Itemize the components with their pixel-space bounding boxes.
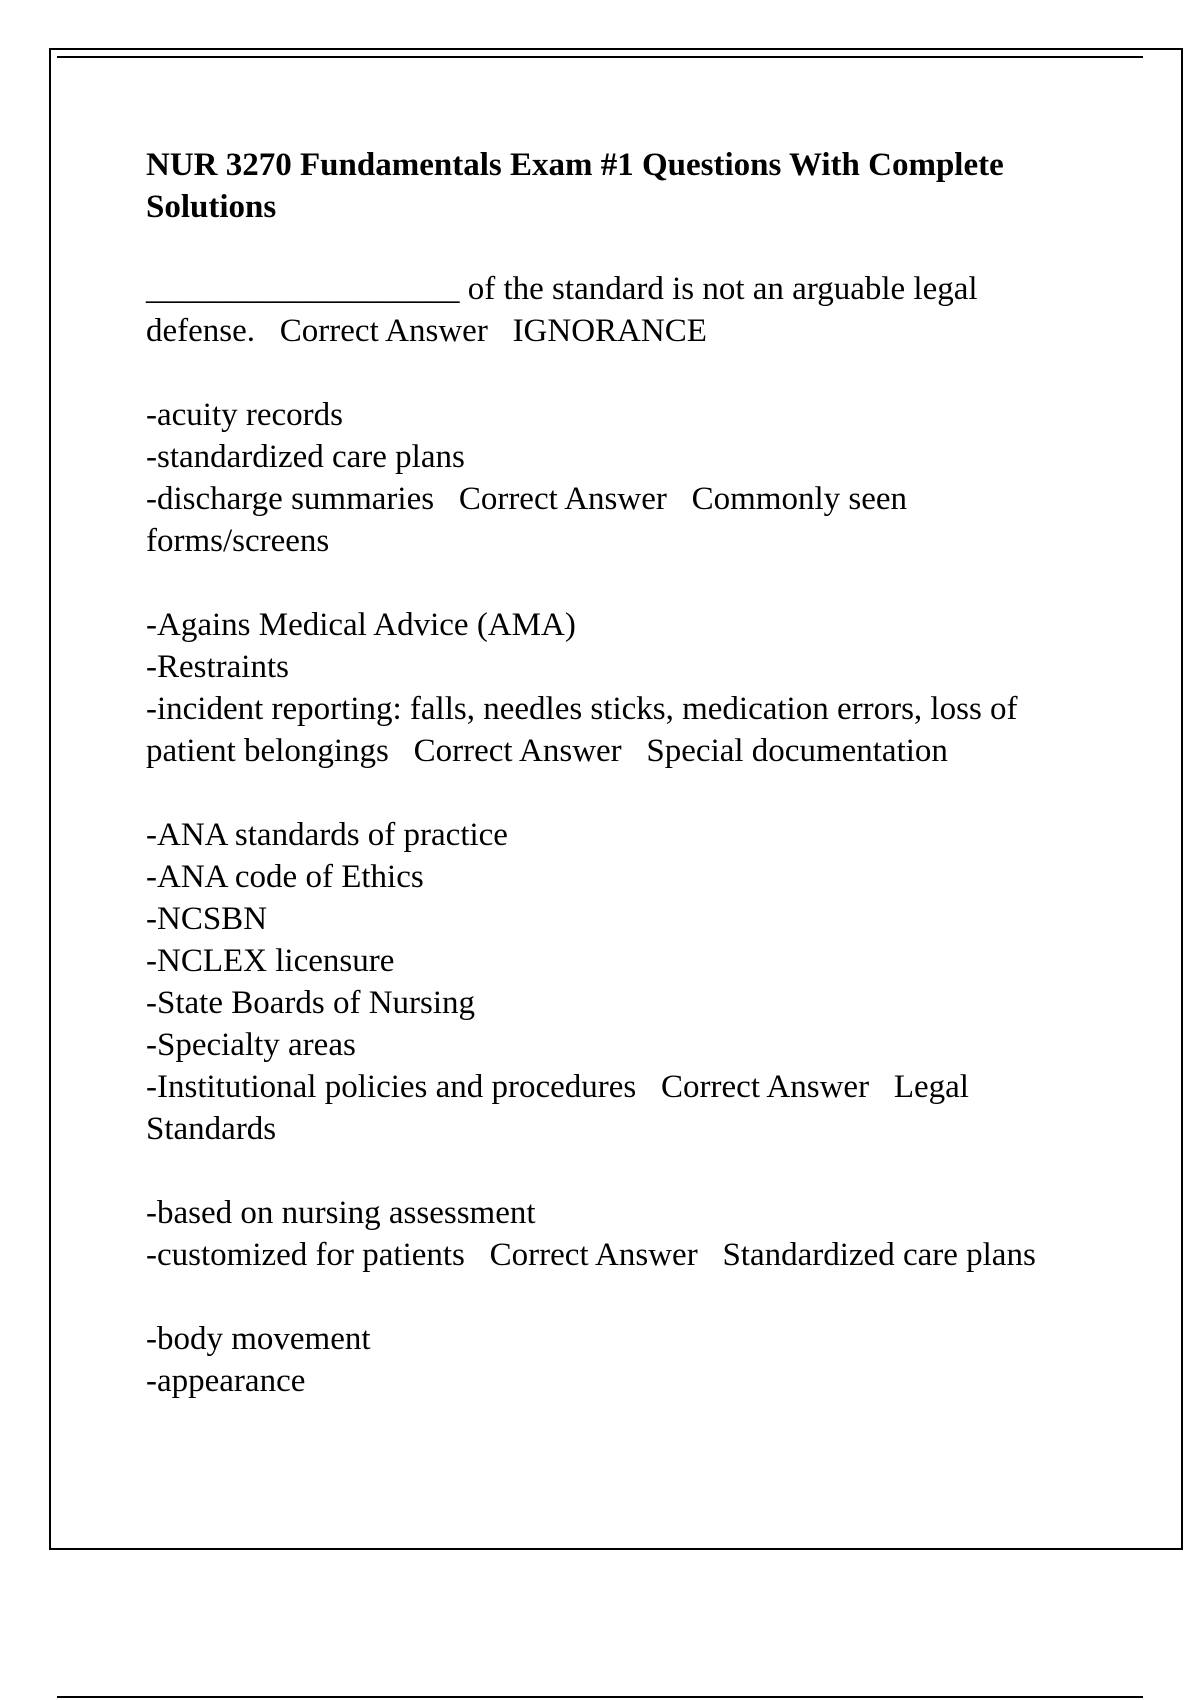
- answer-label: Correct Answer: [279, 313, 488, 349]
- answer-label: Correct Answer: [413, 733, 622, 769]
- question-text: -body movement -appearance: [146, 1321, 371, 1399]
- qa-item: [146, 604, 1086, 772]
- answer-text: Special documentation: [646, 733, 948, 769]
- answer-text: Standardized care plans: [722, 1237, 1036, 1273]
- footer-rule: [57, 1696, 1143, 1698]
- qa-item: [146, 814, 1086, 1150]
- answer-text: Commonly seen forms/screens: [146, 481, 916, 559]
- question-text: -Agains Medical Advice (AMA) -Restraints -incident reporting: falls, needles sticks, medication errors, loss of patient belongings: [146, 607, 1018, 769]
- document-title: NUR 3270 Fundamentals Exam #1 Questions With Complete Solutions: [146, 147, 1004, 225]
- question-text: -based on nursing assessment -customized for patients: [146, 1195, 536, 1273]
- question-text: ___________________ of the standard is not an arguable legal defense.: [146, 271, 986, 349]
- answer-text: Legal Standards: [146, 1069, 978, 1147]
- qa-item: [146, 1192, 1086, 1276]
- answer-text: IGNORANCE: [512, 313, 707, 349]
- qa-item: [146, 268, 1086, 352]
- qa-item: [146, 394, 1086, 562]
- question-text: -ANA standards of practice -ANA code of Ethics -NCSBN -NCLEX licensure -State Boards of Nursing -Specialty areas -Institutional policies and procedures: [146, 817, 637, 1105]
- answer-label: Correct Answer: [489, 1237, 698, 1273]
- qa-item: [146, 1318, 1086, 1402]
- answer-label: Correct Answer: [661, 1069, 870, 1105]
- question-text: -acuity records -standardized care plans -discharge summaries: [146, 397, 465, 517]
- answer-label: Correct Answer: [458, 481, 667, 517]
- document-body: [146, 144, 1086, 1444]
